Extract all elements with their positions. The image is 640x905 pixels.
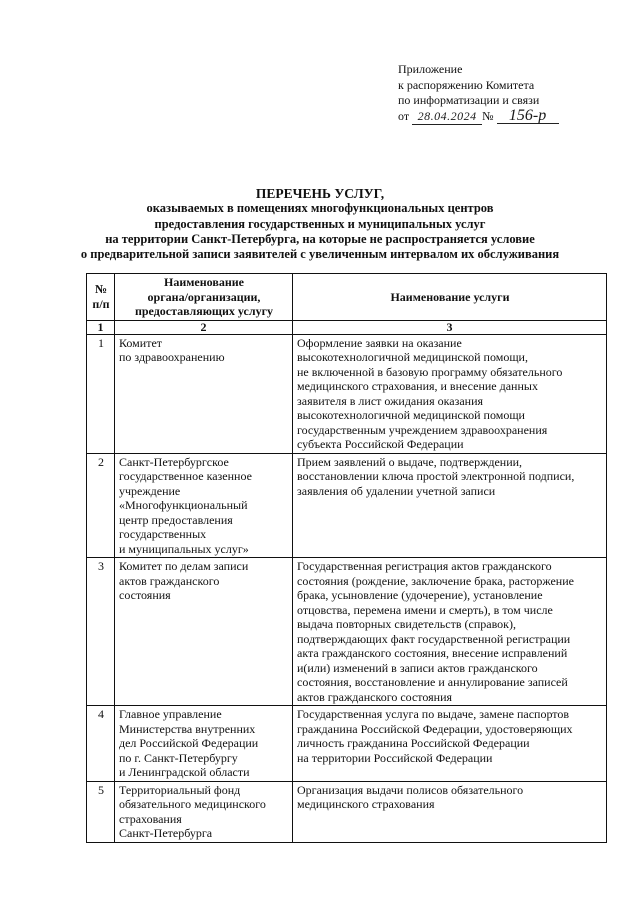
table-row [87,558,607,706]
row-num: 4 [87,706,115,782]
appendix-line-2: к распоряжению Комитета [398,77,535,92]
appendix-line-3: по информатизации и связи [398,93,540,107]
table-row [87,781,607,842]
header-service: Наименование услуги [293,274,607,321]
index-cell-1: 1 [87,320,115,334]
row-organ: Комитет по делам записи актов гражданского состояния [115,558,293,706]
row-num: 5 [87,781,115,842]
index-cell-3: 3 [293,320,607,334]
row-service: Государственная услуга по выдаче, замене паспортов гражданина Российской Федерации, удостоверяющих личность гражданина Российской Федерации на территории Российской Федерации [293,706,607,782]
table-row [87,334,607,453]
title-line-2: оказываемых в помещениях многофункциональных центров [146,201,494,216]
row-service: Государственная регистрация актов гражданского состояния (рождение, заключение брака, расторжение брака, усыновление (удочерение), установление отцовства, перемена имени и смерть), в том числе выдача повторных свидетельств (справок), подтверждающих факт государственной регистрации акта гражданского состояния, внесение исправлений и(или) изменений в записи актов гражданского состояния, восстановление и аннулирование записей актов гражданского состояния [293,558,607,706]
row-num: 3 [87,558,115,706]
title-line-1: ПЕРЕЧЕНЬ УСЛУГ, [255,186,385,201]
row-service: Оформление заявки на оказание высокотехнологичной медицинской помощи, не включенной в базовую программу обязательного медицинского страхования, и внесение данных заявителя в лист ожидания оказания высокотехнологичной медицинской помощи государственным учреждением здравоохранения субъекта Российской Федерации [293,334,607,453]
table-row [87,453,607,558]
document-title [80,186,560,262]
title-line-5: о предварительной записи заявителей с увеличенным интервалом их обслуживания [80,247,560,262]
row-num: 1 [87,334,115,453]
table-index-row [87,320,607,334]
table-row [87,706,607,782]
appendix-line-1: Приложение [398,62,463,76]
appendix-header [398,62,598,125]
row-organ: Главное управление Министерства внутренних дел Российской Федерации по г. Санкт-Петербургу и Ленинградской области [115,706,293,782]
row-service: Прием заявлений о выдаче, подтверждении, восстановлении ключа простой электронной подписи, заявления об удалении учетной записи [293,453,607,558]
date-prefix: от [398,108,410,123]
title-line-4: на территории Санкт-Петербурга, на которые не распространяется условие [105,231,535,246]
services-table [86,273,607,843]
row-organ: Территориальный фонд обязательного медицинского страхования Санкт-Петербурга [115,781,293,842]
handwritten-date: 28.04.2024 [412,109,482,126]
number-prefix: № [482,108,494,123]
handwritten-number: 156-р [497,109,559,124]
index-cell-2: 2 [115,320,293,334]
header-num: № п/п [87,274,115,321]
appendix-date-line [398,106,598,126]
row-service: Организация выдачи полисов обязательного медицинского страхования [293,781,607,842]
row-num: 2 [87,453,115,558]
title-line-3: предоставления государственных и муниципальных услуг [154,216,486,231]
table-header-row [87,274,607,321]
row-organ: Комитет по здравоохранению [115,334,293,453]
header-organ: Наименование органа/организации, предоставляющих услугу [115,274,293,321]
row-organ: Санкт-Петербургское государственное казенное учреждение «Многофункциональный центр предоставления государственных и муниципальных услуг» [115,453,293,558]
